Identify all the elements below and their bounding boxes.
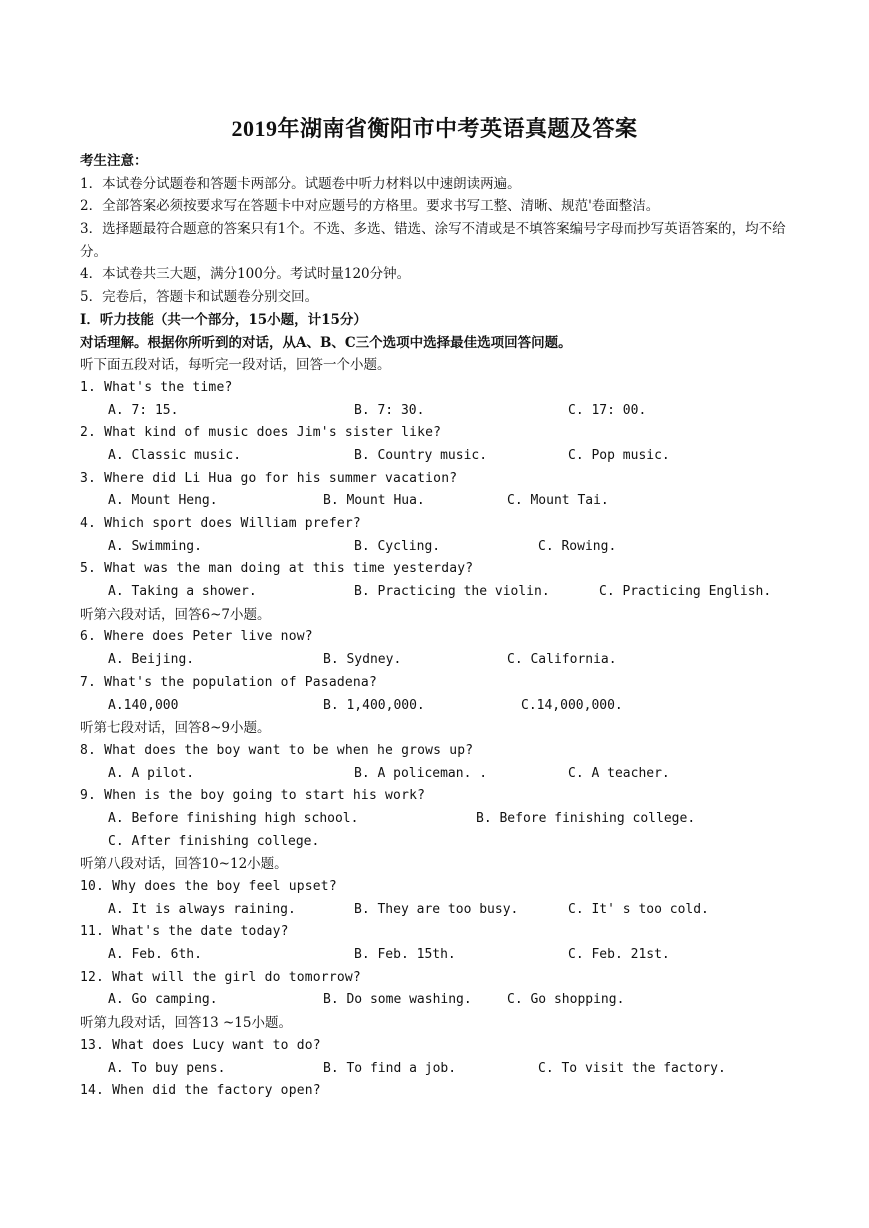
option-c: C.14,000,000. <box>521 697 623 713</box>
answer-options <box>80 445 800 468</box>
option-c: C. Practicing English. <box>599 584 772 600</box>
notice-heading: 考生注意： <box>80 153 148 169</box>
option-b: B. Do some washing. <box>323 992 472 1008</box>
option-a: A. Classic music. <box>108 447 242 463</box>
option-a: A. A pilot. <box>108 765 195 781</box>
option-a: A. It is always raining. <box>108 901 296 917</box>
listening-instruction: 听下面五段对话，每听完一段对话，回答一个小题。 <box>80 357 391 374</box>
notice-item: 4．本试卷共三大题，满分100分。考试时量120分钟。 <box>80 266 411 283</box>
option-a: A. Swimming. <box>108 538 202 554</box>
question: 4. Which sport does William prefer? <box>80 516 361 532</box>
option-b: B. 1,400,000. <box>323 697 425 713</box>
notice-item: 2．全部答案必须按要求写在答题卡中对应题号的方格里。要求书写工整、清晰、规范'卷面整洁。 <box>80 198 660 215</box>
answer-options <box>80 763 800 786</box>
option-b: B. To find a job. <box>323 1060 457 1076</box>
option-c: C. Pop music. <box>568 447 670 463</box>
question: 6. Where does Peter live now? <box>80 629 313 645</box>
option-c: C. Rowing. <box>538 538 617 554</box>
option-c: C. It' s too cold. <box>568 901 709 917</box>
option-b: B. Practicing the violin. <box>354 584 550 600</box>
answer-options <box>80 536 800 559</box>
option-a: A. Before finishing high school. <box>108 810 359 826</box>
option-a: A. Feb. 6th. <box>108 947 202 963</box>
option-c: C. California. <box>507 652 617 668</box>
option-b: B. Country music. <box>354 447 488 463</box>
listening-instruction: 听第六段对话，回答6~7小题。 <box>80 606 271 623</box>
question: 12. What will the girl do tomorrow? <box>80 969 361 985</box>
answer-options <box>80 490 800 513</box>
answer-options <box>80 400 800 423</box>
listening-instruction: 听第八段对话，回答10~12小题。 <box>80 856 288 873</box>
answer-options <box>80 944 800 967</box>
option-a: A.140,000 <box>108 697 179 713</box>
listening-instruction: 听第九段对话，回答13 ~15小题。 <box>80 1015 292 1032</box>
answer-options <box>80 989 800 1012</box>
option-b: B. Sydney. <box>323 652 402 668</box>
option-a: A. To buy pens. <box>108 1060 226 1076</box>
option-a: A. Mount Heng. <box>108 493 218 509</box>
option-a: A. Go camping. <box>108 992 218 1008</box>
option-c: C. 17: 00. <box>568 402 647 418</box>
notice-item: 1．本试卷分试题卷和答题卡两部分。试题卷中听力材料以中速朗读两遍。 <box>80 175 521 192</box>
option-c: C. After finishing college. <box>108 833 320 849</box>
page-title: 2019年湖南省衡阳市中考英语真题及答案 <box>231 116 638 141</box>
question: 11. What's the date today? <box>80 924 289 940</box>
answer-options <box>80 581 800 604</box>
question: 10. Why does the boy feel upset? <box>80 879 337 895</box>
option-b: B. Cycling. <box>354 538 441 554</box>
option-b: B. They are too busy. <box>354 901 519 917</box>
question: 2. What kind of music does Jim's sister like? <box>80 425 442 441</box>
question: 5. What was the man doing at this time yesterday? <box>80 561 474 577</box>
answer-options <box>80 649 800 672</box>
answer-options <box>80 831 800 854</box>
option-c: C. Mount Tai. <box>507 493 609 509</box>
notice-item: 5．完卷后，答题卡和试题卷分别交回。 <box>80 289 319 306</box>
answer-options <box>80 899 800 922</box>
question: 7. What's the population of Pasadena? <box>80 674 377 690</box>
notice-item: 3．选择题最符合题意的答案只有1个。不选、多选、错选、涂写不清或是不填答案编号字母而抄写英语答案的，均不给分。 <box>80 221 786 260</box>
question: 9. When is the boy going to start his work? <box>80 788 426 804</box>
option-c: C. To visit the factory. <box>538 1060 726 1076</box>
question: 14. When did the factory open? <box>80 1083 321 1099</box>
option-b: B. Feb. 15th. <box>354 947 456 963</box>
option-b: B. A policeman. . <box>354 765 488 781</box>
option-c: C. A teacher. <box>568 765 670 781</box>
option-c: C. Go shopping. <box>507 992 625 1008</box>
option-a: A. Beijing. <box>108 652 195 668</box>
exam-body <box>80 150 800 1103</box>
option-c: C. Feb. 21st. <box>568 947 670 963</box>
option-b: B. 7: 30. <box>354 402 425 418</box>
section-subheading: 对话理解。根据你所听到的对话，从A、B、C三个选项中选择最佳选项回答问题。 <box>80 334 572 351</box>
question: 1. What's the time? <box>80 379 233 395</box>
option-b: B. Before finishing college. <box>476 810 696 826</box>
answer-options <box>80 695 800 718</box>
option-a: A. Taking a shower. <box>108 584 257 600</box>
question: 8. What does the boy want to be when he grows up? <box>80 742 474 758</box>
question: 3. Where did Li Hua go for his summer vacation? <box>80 470 458 486</box>
section-heading: I．听力技能（共一个部分，15小题，计15分） <box>80 311 367 328</box>
question: 13. What does Lucy want to do? <box>80 1037 321 1053</box>
answer-options <box>80 808 800 831</box>
option-b: B. Mount Hua. <box>323 493 425 509</box>
option-a: A. 7: 15. <box>108 402 179 418</box>
listening-instruction: 听第七段对话，回答8~9小题。 <box>80 720 271 737</box>
answer-options <box>80 1058 800 1081</box>
